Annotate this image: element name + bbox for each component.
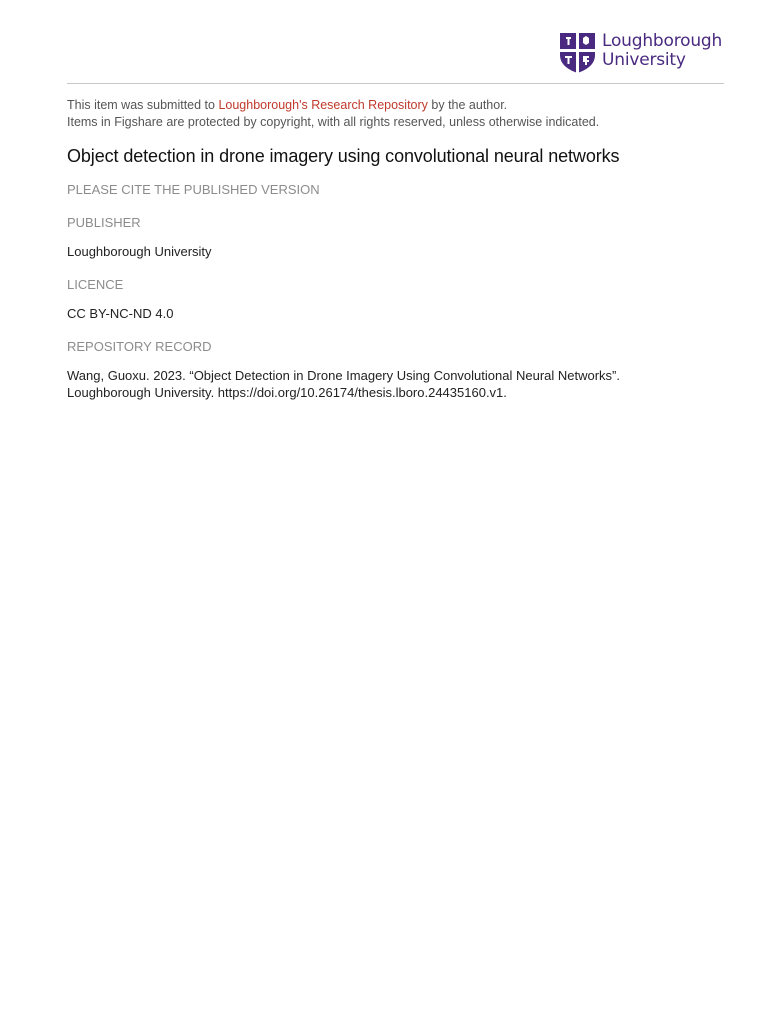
notice-line-1 — [67, 97, 599, 114]
header-divider — [67, 83, 724, 84]
logo-line-1: Loughborough — [602, 31, 723, 51]
citation-line-2[interactable]: Loughborough University. https://doi.org/10.26174/thesis.lboro.24435160.v1. — [67, 385, 507, 400]
notice-prefix: This item was submitted to — [67, 98, 219, 112]
cite-note: PLEASE CITE THE PUBLISHED VERSION — [67, 182, 320, 197]
item-title: Object detection in drone imagery using convolutional neural networks — [67, 146, 620, 166]
notice-suffix: by the author. — [427, 98, 508, 112]
university-logo — [560, 33, 728, 75]
licence-label: LICENCE — [67, 277, 124, 292]
repository-notice — [67, 97, 599, 130]
logo-wordmark — [602, 32, 722, 70]
logo-line-2: University — [602, 50, 686, 70]
publisher-label: PUBLISHER — [67, 215, 141, 230]
licence-value: CC BY-NC-ND 4.0 — [67, 306, 174, 321]
crest-icon — [560, 33, 595, 73]
repository-record-label: REPOSITORY RECORD — [67, 339, 212, 354]
notice-line-2: Items in Figshare are protected by copyright, with all rights reserved, unless otherwise indicated. — [67, 114, 600, 129]
citation-line-1: Wang, Guoxu. 2023. “Object Detection in Drone Imagery Using Convolutional Neural Networks”. — [67, 368, 620, 383]
publisher-value: Loughborough University — [67, 244, 212, 259]
repository-link[interactable]: Loughborough's Research Repository — [218, 98, 428, 112]
